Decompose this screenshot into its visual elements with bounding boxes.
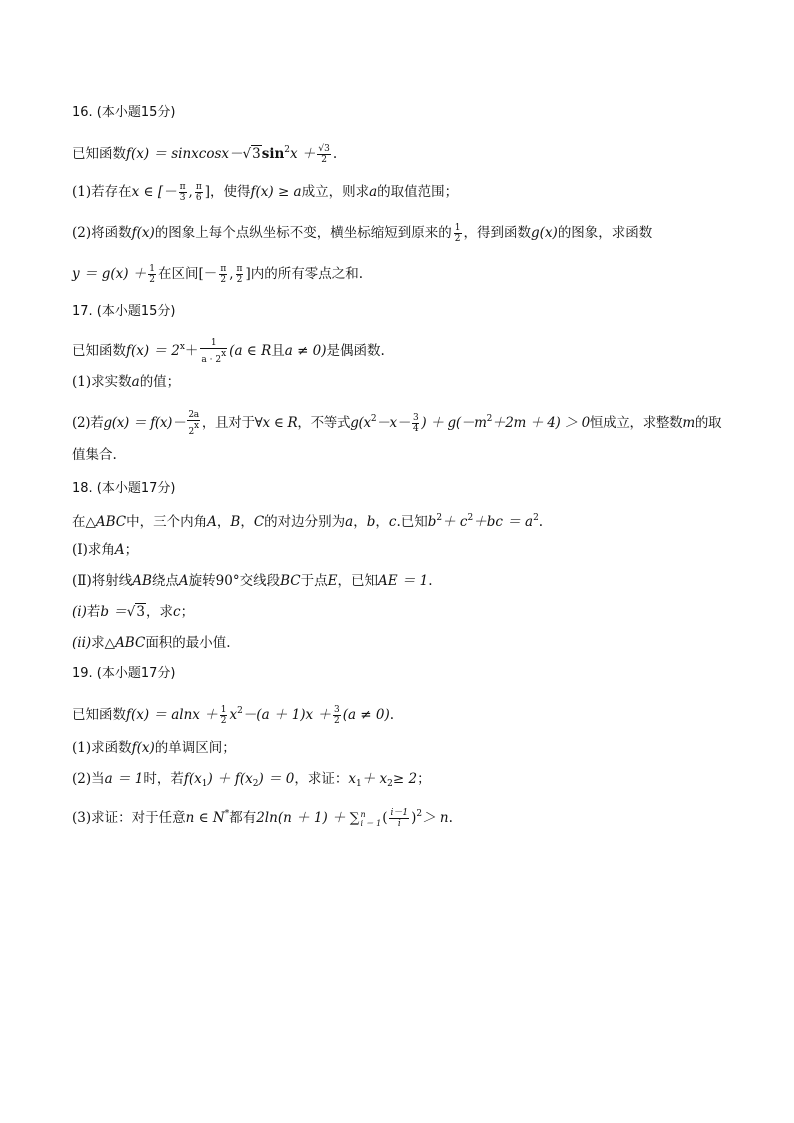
math: b ＝: [100, 604, 127, 620]
math: sin: [261, 146, 285, 162]
sqrt-sign: √: [242, 146, 252, 162]
math: (a ≠ 0): [342, 707, 390, 723]
math: E: [327, 573, 338, 589]
math: A: [114, 542, 125, 558]
problem-18-header: 18. (本小题17分): [72, 481, 176, 496]
text: 已知函数: [72, 707, 126, 723]
denominator: 2: [220, 275, 227, 285]
text: 在△: [72, 514, 96, 530]
math: f(x): [131, 740, 155, 756]
sqrt-sign: √: [126, 604, 136, 620]
problem-16-stem: [72, 140, 732, 165]
math: (ii): [72, 635, 92, 651]
text: ，得到函数: [463, 225, 532, 241]
numerator: i－1: [390, 808, 409, 818]
text: 都有: [229, 810, 257, 826]
math: －(a ＋ 1)x ＋: [242, 707, 331, 723]
text: .: [448, 810, 453, 826]
math: 2ln(n ＋ 1) ＋ ∑: [256, 810, 360, 826]
math: (i): [72, 604, 87, 620]
text: 内的所有零点之和.: [250, 266, 364, 282]
math: x ＋: [290, 146, 316, 162]
text: 的取: [694, 415, 722, 431]
numerator: 3: [412, 413, 419, 423]
math: ) ＋ g(－m: [421, 415, 487, 431]
math: ＞ n: [422, 810, 449, 826]
problem-18-stem: [72, 508, 732, 532]
subscript: 2: [252, 779, 259, 789]
math: ≥ 2: [392, 771, 418, 787]
text: 在区间[－: [158, 266, 218, 282]
math: (a ∈ R: [229, 343, 272, 359]
superscript: 2: [486, 414, 493, 424]
math: ＋2m ＋ 4) ＞ 0: [492, 415, 590, 431]
denominator: 4: [412, 424, 419, 434]
subscript: 1: [201, 779, 208, 789]
text: (1)求函数: [72, 740, 132, 756]
text: .已知: [396, 514, 428, 530]
fraction: [200, 338, 227, 365]
math: g(x): [531, 225, 558, 241]
problem-16-part-1: [72, 182, 732, 203]
numerator: 1: [149, 264, 156, 274]
fraction: [219, 264, 227, 285]
text: ，求证：: [294, 771, 349, 787]
text: 若: [86, 604, 101, 620]
problem-18-part-II: [72, 571, 732, 591]
math: f(x) ＝ alnx ＋: [126, 707, 218, 723]
fraction: [179, 182, 187, 203]
text: .: [389, 707, 395, 723]
text: 成立，则求: [301, 184, 370, 200]
text: ＋: [184, 343, 199, 359]
text: (Ⅰ)求角: [72, 542, 115, 558]
text: ，已知: [337, 573, 378, 589]
text: (1)若存在: [72, 184, 132, 200]
sum-lower-limit: i ＝ 1: [360, 818, 382, 828]
math: A: [178, 573, 189, 589]
text: 是偶函数.: [326, 343, 385, 359]
math: ＋ c: [442, 514, 468, 530]
math: a: [369, 184, 378, 200]
text: 的取值范围；: [377, 184, 459, 200]
problem-19-stem: [72, 701, 732, 726]
text: (2)将函数: [72, 225, 132, 241]
math: a ＝ 1: [104, 771, 144, 787]
text: (Ⅱ)将射线: [72, 573, 133, 589]
text: ；: [180, 604, 195, 620]
text: (: [382, 810, 388, 826]
fraction: [412, 413, 419, 434]
numerator: π: [236, 264, 243, 274]
numerator: π: [220, 264, 227, 274]
text: 旋转90°交线段: [188, 573, 281, 589]
math: a ≠ 0): [284, 343, 327, 359]
math: b: [366, 514, 376, 530]
problem-16-part-2-line-2: [72, 264, 732, 285]
denominator: 2: [333, 716, 340, 726]
math: m: [682, 415, 695, 431]
math: ABC: [115, 635, 146, 651]
fraction: [317, 144, 330, 165]
denominator: 2: [149, 275, 156, 285]
problem-17-part-2-line-2: 值集合.: [72, 447, 117, 463]
text: ；: [417, 771, 431, 787]
text: .: [332, 146, 338, 162]
math: f(x) ≥ a: [250, 184, 302, 200]
numerator: π: [195, 182, 202, 192]
denominator: [187, 421, 200, 437]
text: ，使得: [210, 184, 251, 200]
math: b: [427, 514, 437, 530]
superscript: x: [193, 421, 199, 431]
fraction: [220, 705, 228, 726]
denominator: 6: [195, 193, 202, 203]
math: n ∈ N: [185, 810, 225, 826]
sum-upper-limit: n: [360, 809, 366, 819]
denominator: i: [397, 819, 401, 829]
text: ，: [240, 514, 254, 530]
math: f(x): [131, 225, 155, 241]
math: BC: [280, 573, 301, 589]
text: 时，若: [143, 771, 184, 787]
text: 的图象上每个点纵坐标不变，横坐标缩短到原来的: [154, 225, 452, 241]
denominator-base: 2: [188, 427, 194, 437]
text: ，: [216, 514, 231, 530]
math: AE ＝ 1: [377, 573, 429, 589]
denominator-base: a · 2: [201, 355, 222, 365]
math: a: [345, 514, 354, 530]
text: 于点: [300, 573, 328, 589]
math: x ∈ [－: [131, 184, 177, 200]
text: 已知函数: [72, 146, 126, 162]
problem-18-part-I: [72, 540, 732, 560]
text: ,: [229, 266, 234, 282]
superscript: 2: [284, 145, 290, 155]
problem-17-stem: [72, 337, 732, 365]
text: 已知函数: [72, 343, 126, 359]
superscript: 2: [533, 513, 539, 523]
numerator: π: [179, 182, 186, 192]
numerator: 1: [454, 223, 461, 233]
denominator: 2: [454, 234, 461, 244]
math: x: [229, 707, 238, 723]
problem-16-header: 16. (本小题15分): [72, 105, 176, 120]
math: －x－: [376, 415, 410, 431]
sqrt-arg: 3: [136, 604, 145, 620]
subscript: 2: [387, 779, 393, 789]
text: 绕点: [151, 573, 179, 589]
math: x ∈ R: [262, 415, 298, 431]
numerator: 3: [333, 705, 340, 715]
denominator: 2: [321, 155, 327, 165]
text: 的图象，求函数: [557, 225, 653, 241]
denominator: 2: [236, 275, 243, 285]
text: (3)求证：对于任意: [72, 810, 186, 826]
fraction: [454, 223, 462, 244]
math: ABC: [95, 514, 127, 530]
problem-16-part-2-line-1: [72, 223, 732, 244]
numerator: 1: [220, 705, 227, 715]
denominator: 2: [220, 716, 227, 726]
text: ]: [245, 266, 251, 282]
problem-17-part-1: [72, 372, 732, 392]
problem-18-sub-i: [72, 602, 732, 622]
text: .: [428, 573, 433, 589]
text: ，且对于∀: [201, 415, 263, 431]
text: ): [411, 810, 417, 826]
text: ，: [353, 514, 367, 530]
superscript: 2: [416, 809, 423, 819]
math: c: [388, 514, 397, 530]
sum-limits: [360, 810, 381, 828]
math: y ＝ g(x) ＋: [72, 266, 147, 282]
math: ) ＋ f(x: [207, 771, 253, 787]
math: g(x) ＝ f(x)－: [103, 415, 186, 431]
denominator: 3: [179, 193, 186, 203]
superscript: x: [221, 349, 227, 359]
text: 中，三个内角: [126, 514, 208, 530]
superscript: 2: [467, 513, 474, 523]
text: (2)当: [72, 771, 105, 787]
text: ]: [204, 184, 211, 200]
text: (1)求实数: [72, 374, 132, 390]
text: 且: [271, 343, 285, 359]
problem-19-part-1: [72, 738, 732, 758]
math: ＋ x: [361, 771, 388, 787]
math: f(x) ＝ sinxcosx－: [126, 146, 243, 162]
problem-19-part-3: [72, 804, 732, 829]
superscript: 2: [237, 706, 243, 716]
superscript: 2: [370, 414, 377, 424]
text: 的值；: [139, 374, 181, 390]
superscript: *: [224, 809, 230, 819]
text: ；: [124, 542, 139, 558]
math: A: [207, 514, 217, 530]
fraction: [187, 410, 200, 437]
math: f(x) ＝ 2: [126, 343, 180, 359]
problem-17-part-2-line-1: [72, 409, 732, 437]
superscript: x: [179, 342, 185, 352]
math: x: [348, 771, 357, 787]
superscript: 2: [436, 513, 443, 523]
problem-17-header: 17. (本小题15分): [72, 304, 176, 319]
math: ) ＝ 0: [258, 771, 295, 787]
text: ，不等式: [297, 415, 351, 431]
math: ＋bc ＝ a: [473, 514, 534, 530]
problem-18-sub-ii: [72, 633, 732, 653]
fraction: [389, 808, 409, 829]
math: B: [230, 514, 241, 530]
text: (2)若: [72, 415, 104, 431]
fraction: [333, 705, 341, 726]
fraction: [195, 182, 203, 203]
numerator: 1: [200, 338, 227, 349]
fraction: [236, 264, 244, 285]
problem-19-header: 19. (本小题17分): [72, 666, 176, 681]
text: ，求: [146, 604, 173, 620]
fraction: [148, 264, 156, 285]
math: f(x: [183, 771, 202, 787]
numerator: √3: [318, 144, 330, 154]
sqrt-arg: 3: [252, 146, 261, 162]
text: ，: [375, 514, 389, 530]
text: 的单调区间；: [154, 740, 236, 756]
text: .: [538, 514, 544, 530]
text: 面积的最小值.: [145, 635, 231, 651]
subscript: 1: [356, 779, 362, 789]
text: 恒成立，求整数: [589, 415, 683, 431]
text: 求△: [91, 635, 116, 651]
numerator: 2a: [188, 410, 199, 420]
math: AB: [132, 573, 152, 589]
text: ,: [188, 184, 193, 200]
math: c: [173, 604, 181, 620]
text: 的对边分别为: [264, 514, 346, 530]
denominator: [200, 349, 227, 365]
math: C: [253, 514, 265, 530]
math: a: [131, 374, 140, 390]
problem-19-part-2: [72, 769, 732, 794]
math: g(x: [350, 415, 371, 431]
